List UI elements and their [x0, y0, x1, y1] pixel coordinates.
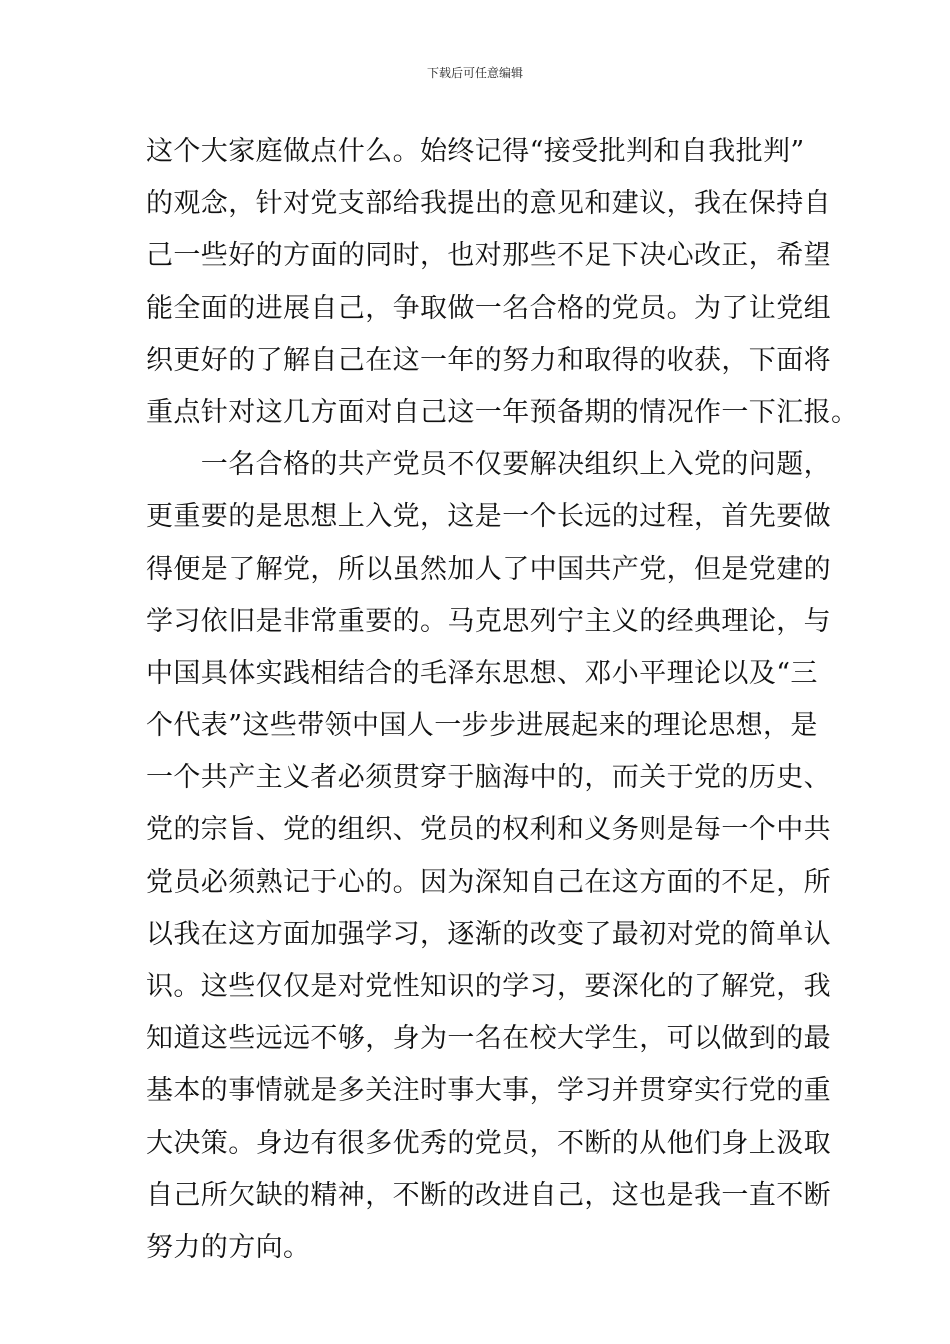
text-line: 识。这些仅仅是对党性知识的学习，要深化的了解党，我: [146, 971, 831, 1002]
text-line: 织更好的了解自己在这一年的努力和取得的收获，下面将: [146, 344, 831, 376]
page-header: 下载后可任意编辑: [426, 66, 523, 80]
text-line: 以我在这方面加强学习，逐渐的改变了最初对党的简单认: [146, 918, 831, 950]
text-line: 得便是了解党，所以虽然加人了中国共产党，但是党建的: [146, 553, 831, 585]
text-line: 能全面的进展自己，争取做一名合格的党员。为了让党组: [146, 292, 831, 324]
text-line: 己一些好的方面的同时，也对那些不足下决心改正，希望: [146, 240, 831, 272]
text-line: 个代表”这些带领中国人一步步进展起来的理论思想，是: [146, 710, 818, 742]
text-line: 一个共产主义者必须贯穿于脑海中的，而关于党的历史、: [146, 762, 831, 794]
text-line: 知道这些远远不够，身为一名在校大学生，可以做到的最: [146, 1023, 831, 1055]
text-line: 自己所欠缺的精神，不断的改进自己，这也是我一直不断: [146, 1179, 831, 1211]
text-line: 学习依旧是非常重要的。马克思列宁主义的经典理论，与: [146, 605, 831, 637]
text-line: 基本的事情就是多关注时事大事，学习并贯穿实行党的重: [146, 1075, 831, 1107]
text-line: 大决策。身边有很多优秀的党员，不断的从他们身上汲取: [146, 1127, 831, 1159]
text-line: 更重要的是思想上入党，这是一个长远的过程，首先要做: [146, 501, 831, 533]
text-line: 这个大家庭做点什么。始终记得“接受批判和自我批判”: [146, 136, 805, 167]
text-line: 努力的方向。: [146, 1231, 311, 1263]
text-line: 一名合格的共产党员不仅要解决组织上入党的问题，: [146, 449, 831, 481]
text-line: 重点针对这几方面对自己这一年预备期的情况作一下汇报。: [146, 396, 859, 428]
body-text: [146, 126, 859, 1274]
text-line: 党的宗旨、党的组织、党员的权利和义务则是每一个中共: [146, 814, 831, 846]
text-line: 的观念，针对党支部给我提出的意见和建议，我在保持自: [146, 188, 831, 220]
text-line: 中国具体实践相结合的毛泽东思想、邓小平理论以及“三: [146, 657, 818, 689]
text-line: 党员必须熟记于心的。因为深知自己在这方面的不足，所: [146, 866, 831, 898]
